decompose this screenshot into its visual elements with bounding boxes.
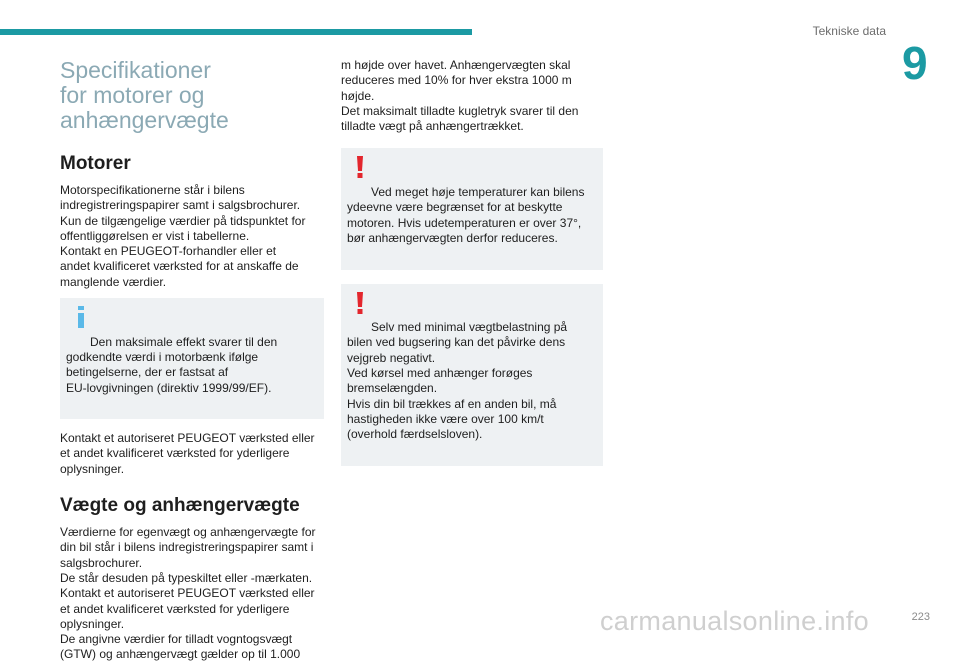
header-title: Tekniske data [812,24,886,38]
exclamation-warning-icon [351,291,369,315]
motorer-body: Motorspecifikationerne står i bilens indregistreringspapirer samt i salgsbrochurer. Kun de tilgængelige værdier på tidspunktet for offentliggørelsen er vist i tabellerne. Kontakt en PEUGEOT-forhandler eller et andet kvalificeret værksted for at anskaffe de manglende værdier. [60,183,306,289]
info-note [60,298,324,419]
vaegte-body: Værdierne for egenvægt og anhængervægte for din bil står i bilens indregistreringspapirer samt i salgsbrochurer. De står desuden på typeskiltet eller -mærkaten. Kontakt et autoriseret PEUGEOT værksted eller et andet kvalificeret værksted for yderligere oplysninger. De angivne værdier for tilladt vogntogsvægt (GTW) og anhængervægt gælder op til 1.000 [60,525,316,662]
info-note-text: Den maksimale effekt svarer til den godkendte værdi i motorbænk ifølge betingelserne, der er fastsat af EU-lovgivningen (direktiv 1999/99/EF). [66,334,278,395]
exclamation-warning-icon [351,155,369,179]
header-accent-bar [0,29,472,35]
left-column [60,58,324,671]
warning-note-towing [341,284,603,466]
warning-note-temperature [341,148,603,269]
motorer-body-2: Kontakt et autoriseret PEUGEOT værksted eller et andet kvalificeret værksted for yderligere oplysninger. [60,431,315,476]
vaegte-body-continued: m højde over havet. Anhængervægten skal reduceres med 10% for hver ekstra 1000 m højde. Det maksimalt tilladte kugletryk svarer til den tilladte vægt på anhængertrækket. [341,58,579,134]
warning-note-temperature-text: Ved meget høje temperaturer kan bilens ydeevne være begrænset for at beskytte motoren. Hvis udetemperaturen er over 37°, bør anhængervægten derfor reduceres. [347,185,585,245]
section-heading-motorer: Motorer [60,153,131,174]
right-column [341,58,605,478]
page-number: 223 [911,611,930,623]
section-heading-vaegte: Vægte og anhængervægte [60,495,300,517]
info-icon [72,305,90,329]
page-title: Specifikationer for motorer og anhængervægte [60,57,229,133]
watermark: carmanualsonline.info [600,606,869,636]
chapter-number: 9 [902,37,928,89]
warning-note-towing-text: Selv med minimal vægtbelastning på bilen ved bugsering kan det påvirke dens vejgreb negativt. Ved kørsel med anhænger forøges bremselængden. Hvis din bil trækkes af en anden bil, må hastigheden ikke være over 100 km/t (overhold færdselsloven). [347,320,568,442]
